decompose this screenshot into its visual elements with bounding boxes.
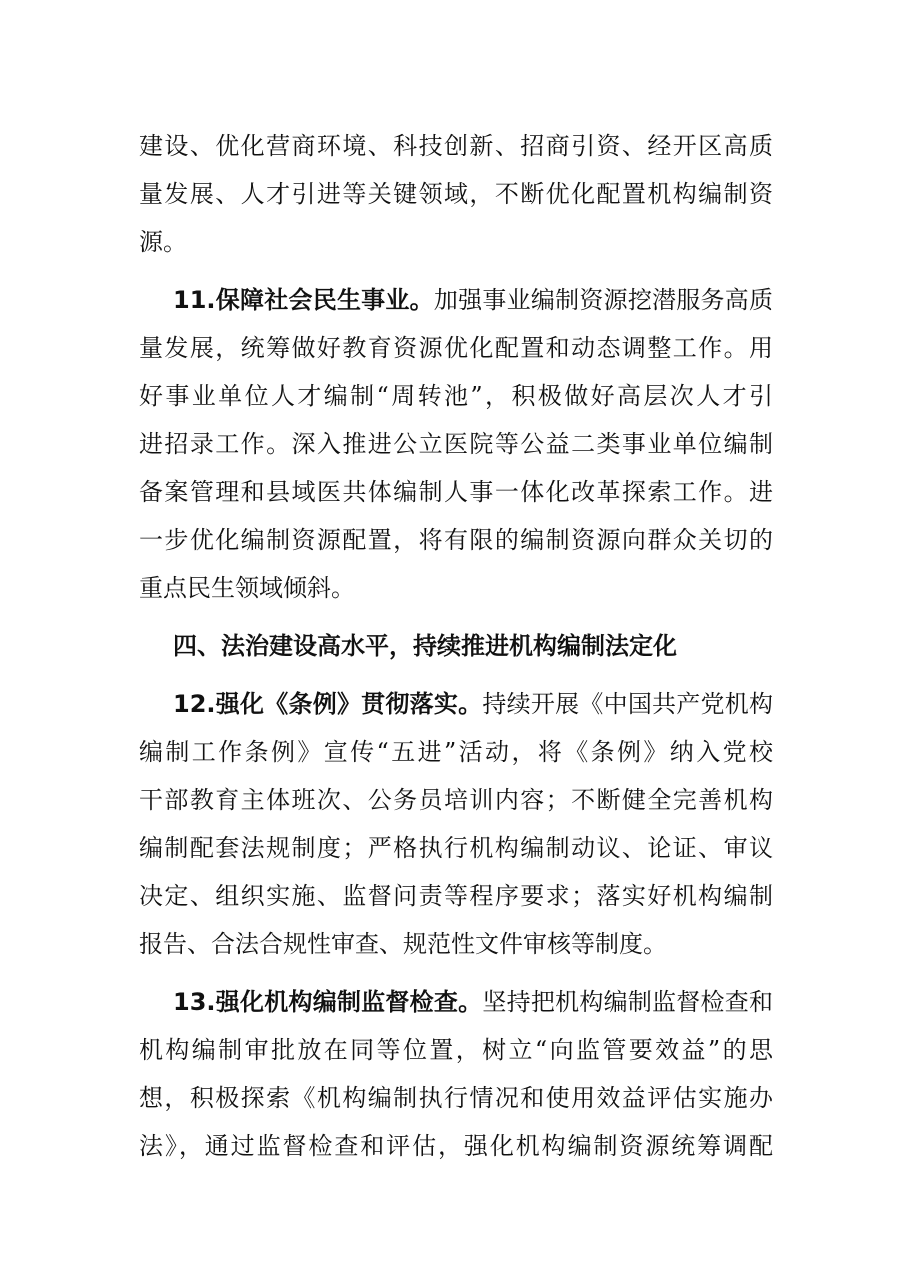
text-line: 想，积极探索《机构编制执行情况和使用效益评估实施办 [139,1084,773,1112]
text-line: 法》，通过监督检查和评估，强化机构编制资源统筹调配 [139,1132,773,1160]
text-line: 编制配套法规制度；严格执行机构编制动议、论证、审议 [139,834,773,862]
text-line: 一步优化编制资源配置，将有限的编制资源向群众关切的 [139,526,773,554]
paragraph-13 [139,978,773,1170]
paragraph-10-continuation [139,122,773,266]
text-line: 备案管理和县域医共体编制人事一体化改革探索工作。进 [139,478,773,506]
paragraph-11 [139,276,773,612]
paragraph-lead-heading: 13.强化机构编制监督检查。 [173,988,483,1016]
text-line: 好事业单位人才编制“周转池”，积极做好高层次人才引 [139,382,773,410]
text-line: 重点民生领域倾斜。 [139,574,355,602]
text-line: 源。 [139,228,187,256]
paragraph-first-line [139,276,773,324]
text-line: 建设、优化营商环境、科技创新、招商引资、经开区高质 [139,132,773,160]
text-line: 量发展、人才引进等关键领域，不断优化配置机构编制资 [139,180,773,208]
text-line: 报告、合法合规性审查、规范性文件审核等制度。 [139,930,667,958]
section-heading: 四、法治建设高水平，持续推进机构编制法定化 [173,632,677,660]
paragraph-lead-heading: 11.保障社会民生事业。 [173,286,434,314]
text-line: 干部教育主体班次、公务员培训内容；不断健全完善机构 [139,786,773,814]
text-line: 决定、组织实施、监督问责等程序要求；落实好机构编制 [139,882,773,910]
text-line: 进招录工作。深入推进公立医院等公益二类事业单位编制 [139,430,773,458]
paragraph-lead-heading: 12.强化《条例》贯彻落实。 [173,690,483,718]
text-span: 加强事业编制资源挖潜服务高质 [433,286,774,314]
text-line: 机构编制审批放在同等位置，树立“向监管要效益”的思 [139,1036,773,1064]
paragraph-first-line [139,680,773,728]
text-line: 编制工作条例》宣传“五进”活动，将《条例》纳入党校 [139,738,773,766]
paragraph-12 [139,680,773,968]
paragraph-first-line [139,978,773,1026]
document-page [139,122,773,1170]
text-line: 量发展，统筹做好教育资源优化配置和动态调整工作。用 [139,334,773,362]
text-span: 坚持把机构编制监督检查和 [482,988,774,1016]
text-span: 持续开展《中国共产党机构 [482,690,774,718]
